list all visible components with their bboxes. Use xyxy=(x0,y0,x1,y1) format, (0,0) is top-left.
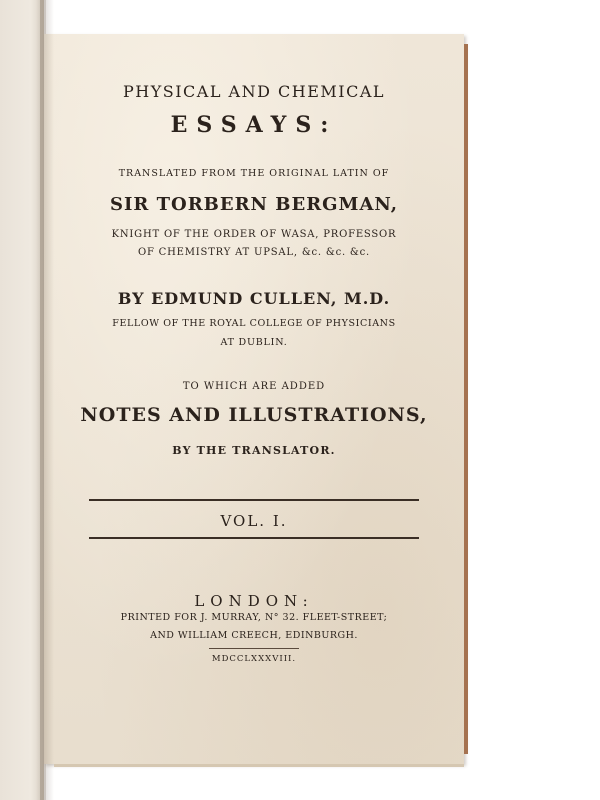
title-line-1: PHYSICAL AND CHEMICAL xyxy=(122,82,386,101)
volume-number: VOL. I. xyxy=(220,512,288,530)
divider-top xyxy=(89,499,419,501)
divider-bottom xyxy=(89,537,419,539)
translator-name: BY EDMUND CULLEN, M.D. xyxy=(117,289,391,308)
author-title-1: KNIGHT OF THE ORDER OF WASA, PROFESSOR xyxy=(111,229,397,240)
imprint-printer: PRINTED FOR J. MURRAY, N° 32. FLEET-STREET; xyxy=(120,612,388,623)
page-edge xyxy=(464,44,468,754)
publication-date: MDCCLXXXVIII. xyxy=(211,654,297,664)
additions-note: TO WHICH ARE ADDED xyxy=(182,381,326,392)
title-line-2: ESSAYS: xyxy=(170,112,338,138)
author-name: SIR TORBERN BERGMAN, xyxy=(109,194,398,215)
imprint-publisher: AND WILLIAM CREECH, EDINBURGH. xyxy=(150,630,358,641)
translation-note: TRANSLATED FROM THE ORIGINAL LATIN OF xyxy=(118,168,390,179)
additions-author: BY THE TRANSLATOR. xyxy=(172,444,336,457)
spine-shadow xyxy=(40,0,54,800)
title-page xyxy=(44,34,464,764)
page-edge-bottom xyxy=(54,764,464,767)
date-divider xyxy=(209,648,299,649)
additions-title: NOTES AND ILLUSTRATIONS, xyxy=(80,404,428,426)
author-title-2: OF CHEMISTRY AT UPSAL, &c. &c. &c. xyxy=(137,247,371,258)
imprint-city: LONDON: xyxy=(194,592,314,610)
translator-title-1: FELLOW OF THE ROYAL COLLEGE OF PHYSICIANS xyxy=(112,318,396,329)
translator-title-2: AT DUBLIN. xyxy=(220,337,288,348)
